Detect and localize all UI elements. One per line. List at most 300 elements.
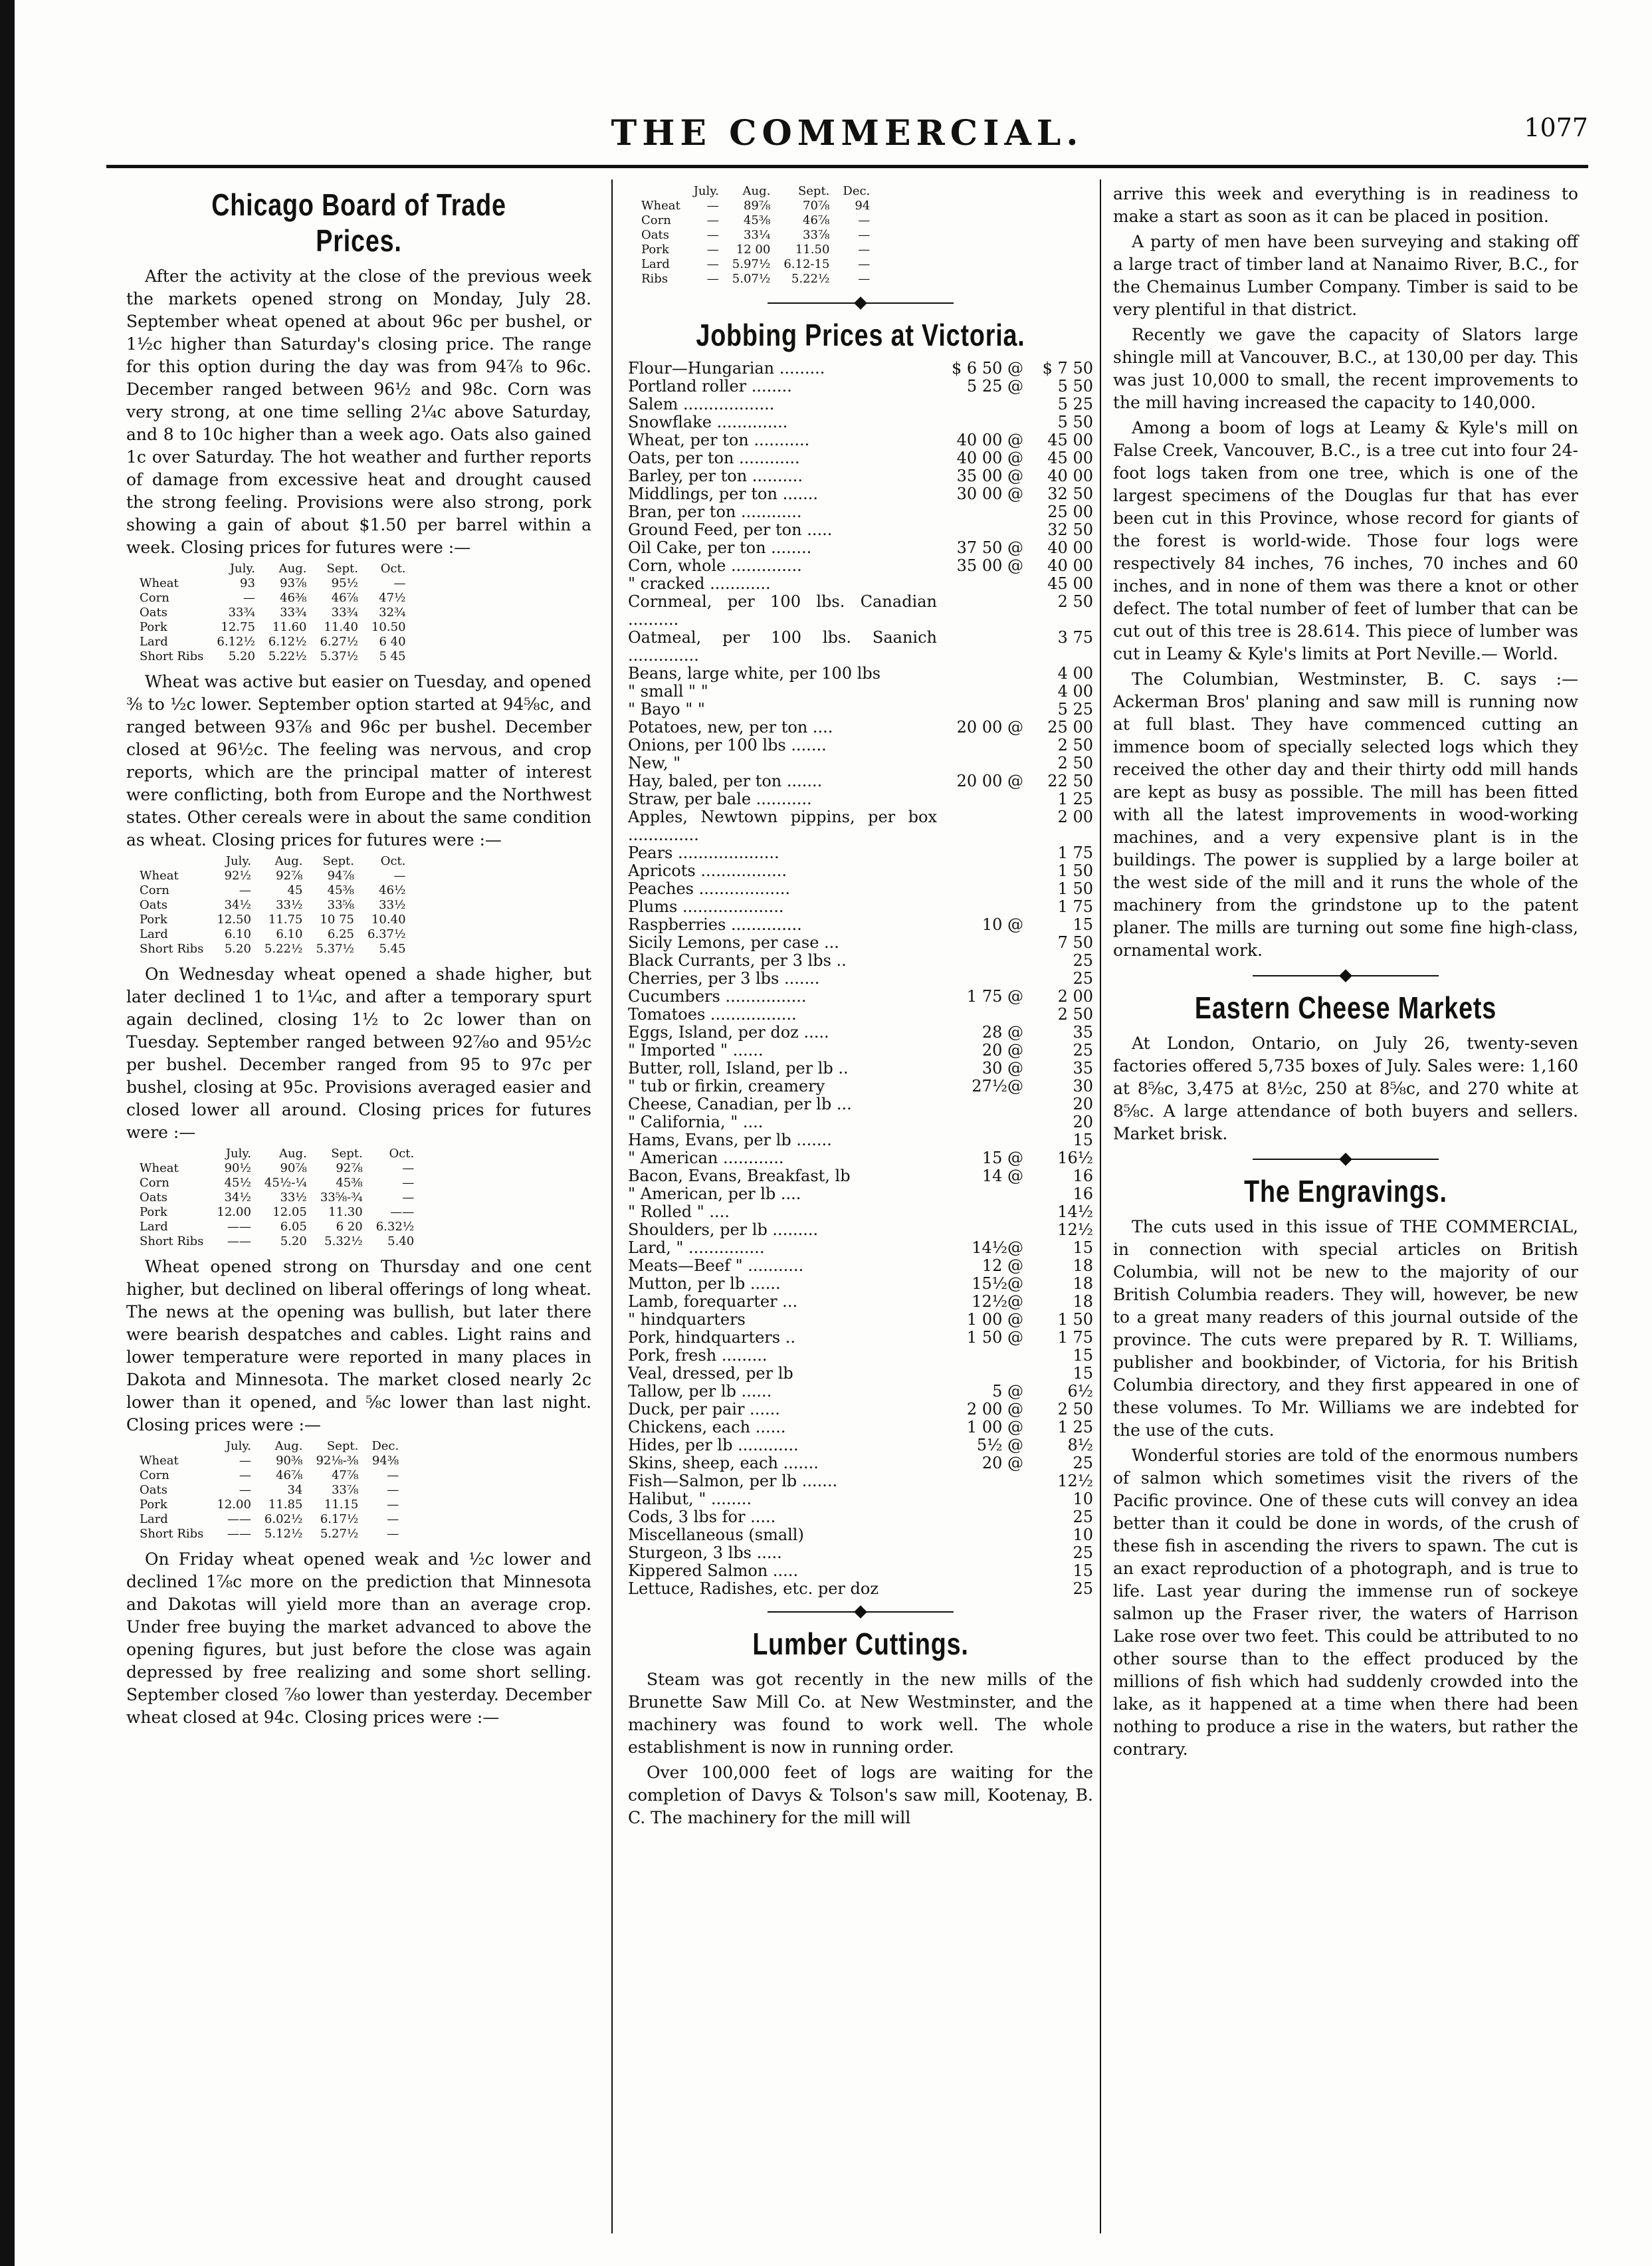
price-row (628, 1167, 1093, 1185)
item-name: Lettuce, Radishes, etc. per doz (628, 1579, 878, 1598)
paragraph: Recently we gave the capacity of Slators large shingle mill at Vancouver, B.C., at 130,00 per day. This was just 10,000 to small, the recent improvements to the mill having increased the capacity to 140,000. (1113, 325, 1578, 412)
high-price: 25 (1073, 951, 1093, 970)
price-cell: 95½ (331, 576, 358, 590)
price-row (628, 1418, 1093, 1436)
chicago-board-heading: Chicago Board of Trade Prices. (211, 187, 506, 258)
price-cell: 34 (287, 1483, 303, 1497)
price-cell: 12 00 (736, 243, 771, 257)
price-row (628, 880, 1093, 898)
price-cell: 32¾ (379, 606, 406, 620)
high-price: 2 50 (1057, 592, 1093, 611)
item-name: " American, per lb .... (628, 1185, 801, 1203)
high-price: 15 (1073, 1131, 1093, 1149)
high-price: 40 00 (1047, 538, 1093, 557)
price-cell: 45⅜ (336, 1176, 363, 1190)
price-cell: 12.05 (272, 1205, 307, 1219)
price-cell: — (706, 272, 719, 286)
high-price: 1 50 (1057, 879, 1093, 898)
price-cell: 11.75 (268, 913, 303, 927)
price-cell: — (706, 243, 719, 257)
low-price (937, 790, 1023, 808)
low-price (937, 593, 1023, 629)
paragraph: At London, Ontario, on July 26, twenty-seven factories offered 5,735 boxes of July. Sales were: 1,160 at 8⅝c, 3,475 at 8½c, 250 at 8⅝c, and 270 white at 8⅝c. A large attendance of both buyers and sellers. Market brisk. (1113, 1034, 1578, 1143)
table-row (140, 1176, 421, 1190)
item-name: " cracked ............ (628, 574, 771, 593)
item-name: " hindquarters (628, 1310, 746, 1329)
price-cell: 10.50 (371, 620, 406, 634)
item-name: Apples, Newtown pippins, per box .............. (628, 808, 937, 844)
table-row (140, 620, 413, 635)
row-label: Lard (140, 1512, 168, 1526)
table-row (140, 1454, 405, 1468)
price-cell: 47½ (379, 591, 406, 605)
lumber-cuttings-heading: Lumber Cuttings. (752, 1627, 969, 1661)
row-label: Oats (140, 1190, 167, 1204)
column-header: July. (225, 1147, 251, 1161)
price-cell: 34½ (224, 1190, 251, 1204)
row-label: Corn (140, 1176, 169, 1190)
price-cell: 6.32½ (375, 1220, 415, 1234)
item-name: " Imported " ...... (628, 1041, 764, 1060)
price-cell: 34½ (224, 898, 251, 912)
price-cell: — (858, 213, 871, 227)
high-price: 25 (1073, 1454, 1093, 1472)
price-row (628, 1293, 1093, 1311)
high-price: 22 50 (1047, 772, 1093, 790)
price-cell: 90⅞ (280, 1161, 307, 1175)
price-row (628, 431, 1093, 449)
column-header: Aug. (278, 562, 307, 576)
low-price: 5½ @ (976, 1436, 1023, 1454)
price-cell: — (243, 591, 255, 605)
low-price (937, 1526, 1023, 1544)
paragraph: After the activity at the close of the previous week the markets opened strong on Monday, July 28. September wheat opened at about 96c per bushel, or 1½c higher than Saturday's closing price. The range for this option during the day was from 94⅞ to 96c. December ranged between 96½ and 98c. Corn was very strong, at one time selling 2¼c above Saturday, and 8 to 10c higher than a week ago. Oats also gained 1c over Saturday. The hot weather and further reports of damage from excessive heat and drought caused the strong feeling. Provisions were also strong, pork showing a gain of about $1.50 per barrel within a week. Closing prices for futures were :— (126, 267, 591, 557)
item-name: Lamb, forequarter ... (628, 1292, 798, 1311)
low-price (937, 880, 1023, 898)
price-row (628, 1042, 1093, 1060)
price-cell: 45½-¼ (264, 1176, 307, 1190)
high-price: 45 00 (1047, 449, 1093, 467)
price-cell: — (387, 1512, 399, 1526)
price-cell: 45⅜ (743, 213, 771, 227)
item-name: Raspberries .............. (628, 915, 802, 934)
low-price: 14½@ (972, 1238, 1023, 1257)
item-name: Sicily Lemons, per case ... (628, 933, 839, 952)
high-price: 40 00 (1047, 556, 1093, 575)
row-label: Short Ribs (140, 649, 204, 663)
item-name: Snowflake .............. (628, 413, 788, 431)
newspaper-title: THE COMMERCIAL. (611, 113, 1084, 154)
price-cell: 94⅜ (371, 1454, 399, 1468)
low-price (937, 844, 1023, 862)
column-header: Sept. (326, 1439, 359, 1453)
row-label: Short Ribs (140, 942, 204, 956)
price-cell: 46⅞ (803, 213, 830, 227)
low-price (937, 1562, 1023, 1580)
column-header: Aug. (278, 1147, 307, 1161)
item-name: Pork, fresh ......... (628, 1346, 768, 1365)
high-price: 2 00 (1057, 808, 1093, 826)
low-price (937, 952, 1023, 970)
table-row (140, 883, 413, 898)
low-price: 27½@ (972, 1077, 1023, 1095)
table-row (641, 257, 877, 272)
high-price: 18 (1073, 1274, 1093, 1293)
jobbing-prices-table (628, 360, 1093, 1598)
price-cell: — (387, 1483, 399, 1497)
high-price: 32 50 (1047, 485, 1093, 503)
item-name: Lard, " ............... (628, 1238, 765, 1257)
price-cell: — (387, 1527, 399, 1541)
item-name: Cheese, Canadian, per lb ... (628, 1095, 852, 1113)
price-cell: —— (227, 1527, 251, 1541)
price-cell: — (402, 1161, 415, 1175)
price-cell: — (706, 228, 719, 242)
column-header: Sept. (331, 1147, 363, 1161)
low-price (937, 521, 1023, 539)
table-row (140, 606, 413, 620)
price-cell: 5.45 (379, 942, 406, 956)
low-price (937, 1203, 1023, 1221)
low-price: 35 00 @ (956, 556, 1023, 575)
price-cell: 6.10 (276, 927, 303, 941)
high-price: 4 00 (1057, 664, 1093, 683)
low-price (937, 1508, 1023, 1526)
column-2 (628, 183, 1093, 1832)
price-cell: 5.07½ (732, 272, 771, 286)
table-row (140, 1483, 405, 1498)
table-row (140, 635, 413, 649)
low-price: 1 75 @ (966, 987, 1023, 1006)
item-name: Sturgeon, 3 lbs ..... (628, 1543, 782, 1562)
item-name: Pork, hindquarters .. (628, 1328, 795, 1347)
item-name: Duck, per pair ...... (628, 1400, 780, 1418)
low-price: 1 00 @ (966, 1310, 1023, 1329)
low-price: 15 @ (981, 1149, 1023, 1167)
row-label: Wheat (641, 199, 680, 213)
low-price (937, 413, 1023, 431)
low-price: 10 @ (981, 915, 1023, 934)
price-cell: 33½ (276, 898, 303, 912)
price-cell: 5.20 (228, 649, 255, 663)
price-row (628, 1203, 1093, 1221)
low-price: 20 @ (981, 1454, 1023, 1472)
page-number: 1077 (1524, 113, 1588, 142)
column-header: Dec. (843, 184, 871, 198)
price-cell: 45⅜ (327, 883, 354, 897)
price-row (628, 808, 1093, 844)
item-name: Eggs, Island, per doz ..... (628, 1023, 829, 1042)
price-cell: 6.37½ (367, 927, 406, 941)
price-row (628, 396, 1093, 413)
price-cell: 33¾ (331, 606, 358, 620)
price-cell: — (858, 243, 871, 257)
futures-table-friday (641, 184, 877, 286)
item-name: Mutton, per lb ...... (628, 1274, 781, 1293)
item-name: Miscellaneous (small) (628, 1526, 804, 1544)
high-price: 15 (1073, 1346, 1093, 1365)
price-cell: 5.32½ (324, 1234, 363, 1248)
low-price: 40 00 @ (956, 449, 1023, 467)
price-cell: 12.50 (217, 913, 251, 927)
paragraph: The cuts used in this issue of THE COMMERCIAL, in connection with special articles on British Columbia, will not be new to the majority of our British Columbia readers. They will, however, be new to a great many readers of this journal outside of the province. The cuts were prepared by R. T. Williams, publisher and bookbinder, of Victoria, for his British Columbia directory, and they first appeared in one of these volumes. To Mr. Williams we are indebted for the use of the cuts. (1113, 1217, 1578, 1440)
high-price: 18 (1073, 1256, 1093, 1275)
high-price: 25 (1073, 1543, 1093, 1562)
paragraph: The Columbian, Westminster, B. C. says :— Ackerman Bros' planing and saw mill is running now at full blast. They have commenced cutting an immence boom of specially selected logs which they received the other day and their thirty odd mill hands are kept as busy as possible. The mill has been fitted with all the latest improvements in wood-working machines, and a very expensive plant is in the buildings. The power is supplied by a large boiler at the west side of the mill and it runs the whole of the machinery from the grindstone up to the patent planer. The mills are turning out some fine high-class, ornamental work. (1113, 669, 1578, 960)
low-price: 35 00 @ (956, 467, 1023, 485)
item-name: Cods, 3 lbs for ..... (628, 1508, 776, 1526)
row-label: Pork (140, 913, 167, 927)
price-row (628, 736, 1093, 754)
item-name: Pears .................... (628, 844, 779, 862)
price-row (628, 754, 1093, 772)
price-row (628, 1544, 1093, 1562)
column-header: Dec. (371, 1439, 399, 1453)
price-row (628, 521, 1093, 539)
price-cell: 5.37½ (320, 649, 358, 663)
high-price: 15 (1073, 915, 1093, 934)
item-name: Middlings, per ton ....... (628, 485, 818, 503)
high-price: 12½ (1057, 1472, 1093, 1490)
low-price: 37 50 @ (956, 538, 1023, 557)
column-header: Aug. (274, 1439, 303, 1453)
table-row (140, 927, 413, 942)
price-row (628, 701, 1093, 719)
low-price (937, 1544, 1023, 1562)
high-price: 35 (1073, 1023, 1093, 1042)
price-cell: — (239, 1483, 251, 1497)
low-price (937, 1472, 1023, 1490)
item-name: Tallow, per lb ...... (628, 1382, 772, 1401)
price-cell: 5.20 (280, 1234, 307, 1248)
item-name: Tomatoes ................. (628, 1005, 797, 1024)
price-row (628, 665, 1093, 683)
price-cell: — (402, 1176, 415, 1190)
price-row (628, 1060, 1093, 1077)
price-cell: 45½ (224, 1176, 251, 1190)
price-row (628, 1401, 1093, 1418)
item-name: Oats, per ton ............ (628, 449, 800, 467)
low-price (937, 1490, 1023, 1508)
eastern-cheese-heading: Eastern Cheese Markets (1194, 990, 1497, 1025)
price-row (628, 378, 1093, 396)
price-row (628, 862, 1093, 880)
item-name: Bacon, Evans, Breakfast, lb (628, 1167, 851, 1185)
price-cell: 12.00 (217, 1205, 251, 1219)
high-price: 1 75 (1057, 1328, 1093, 1347)
column-header: July. (229, 562, 255, 576)
price-cell: 33⅞ (803, 228, 830, 242)
table-row (140, 1527, 405, 1541)
price-cell: 5.22½ (268, 649, 307, 663)
price-row (628, 539, 1093, 557)
price-cell: — (706, 257, 719, 271)
column-header: Oct. (380, 854, 406, 868)
low-price (937, 808, 1023, 844)
paragraph: Over 100,000 feet of logs are waiting for the completion of Davys & Tolson's saw mill, Kootenay, B. C. The machinery for the mill will (628, 1763, 1093, 1827)
row-label: Lard (641, 257, 670, 271)
price-cell: 33½ (280, 1190, 307, 1204)
low-price: 5 @ (992, 1382, 1023, 1401)
row-label: Wheat (140, 1454, 179, 1468)
item-name: Wheat, per ton ........... (628, 431, 810, 449)
high-price: 8½ (1067, 1436, 1093, 1454)
high-price: 20 (1073, 1095, 1093, 1113)
price-row (628, 1221, 1093, 1239)
row-label: Oats (641, 228, 669, 242)
high-price: 2 50 (1057, 1005, 1093, 1024)
price-row (628, 1436, 1093, 1454)
low-price (937, 665, 1023, 683)
price-cell: 6 20 (336, 1220, 363, 1234)
price-row (628, 934, 1093, 952)
low-price: 14 @ (981, 1167, 1023, 1185)
table-row (140, 942, 413, 957)
price-cell: 93⅞ (280, 576, 307, 590)
price-row (628, 1006, 1093, 1024)
table-row (140, 869, 413, 883)
item-name: " Bayo " " (628, 700, 705, 719)
row-label: Oats (140, 1483, 167, 1497)
futures-table-tuesday (140, 854, 413, 957)
high-price: 5 25 (1057, 395, 1093, 413)
item-name: Butter, roll, Island, per lb .. (628, 1059, 849, 1077)
price-cell: 11.60 (272, 620, 307, 634)
item-name: Plums .................... (628, 897, 784, 916)
low-price (937, 898, 1023, 916)
row-label: Corn (140, 1468, 169, 1482)
price-cell: 92⅛-⅜ (316, 1454, 359, 1468)
price-cell: — (239, 883, 251, 897)
price-row (628, 557, 1093, 575)
price-row (628, 1024, 1093, 1042)
high-price: 25 00 (1047, 503, 1093, 521)
item-name: Black Currants, per 3 lbs .. (628, 951, 847, 970)
row-label: Wheat (140, 869, 179, 883)
high-price: 16 (1073, 1167, 1093, 1185)
price-cell: 12.75 (221, 620, 255, 634)
high-price: 45 00 (1047, 574, 1093, 593)
low-price: 20 00 @ (956, 772, 1023, 790)
high-price: 1 75 (1057, 844, 1093, 862)
price-cell: 6.17½ (320, 1512, 359, 1526)
low-price (937, 396, 1023, 413)
price-cell: 6.25 (327, 927, 354, 941)
paragraph: arrive this week and everything is in readiness to make a start as soon as it can be placed in position. (1113, 184, 1578, 226)
item-name: Oil Cake, per ton ........ (628, 538, 812, 557)
row-label: Oats (140, 606, 167, 620)
price-row (628, 1508, 1093, 1526)
high-price: 5 50 (1057, 413, 1093, 431)
column-header: Oct. (380, 562, 406, 576)
high-price: 15 (1073, 1364, 1093, 1383)
price-cell: — (387, 1468, 399, 1482)
high-price: 25 (1073, 1508, 1093, 1526)
low-price: $ 6 50 @ (952, 359, 1023, 378)
high-price: 14½ (1057, 1202, 1093, 1221)
price-cell: 5.97½ (732, 257, 771, 271)
low-price (937, 1006, 1023, 1024)
price-cell: —— (227, 1220, 251, 1234)
row-label: Pork (641, 243, 669, 257)
high-price: 15 (1073, 1561, 1093, 1580)
item-name: " small " " (628, 682, 708, 701)
low-price: 30 00 @ (956, 485, 1023, 503)
high-price: 25 (1073, 969, 1093, 988)
low-price: 1 00 @ (966, 1418, 1023, 1436)
price-row (628, 449, 1093, 467)
price-cell: 94 (855, 199, 871, 213)
low-price (937, 1221, 1023, 1239)
low-price: 28 @ (981, 1023, 1023, 1042)
price-row (628, 1365, 1093, 1383)
price-cell: 10 75 (320, 913, 354, 927)
table-row (140, 898, 413, 913)
low-price (937, 1365, 1023, 1383)
price-cell: 92⅞ (276, 869, 303, 883)
low-price (937, 1580, 1023, 1598)
price-cell: — (239, 1468, 251, 1482)
table-row (140, 1205, 421, 1220)
high-price: 1 25 (1057, 1418, 1093, 1436)
low-price: 20 00 @ (956, 718, 1023, 736)
table-row (140, 1468, 405, 1483)
high-price: 25 (1073, 1041, 1093, 1060)
low-price: 40 00 @ (956, 431, 1023, 449)
row-label: Short Ribs (140, 1527, 204, 1541)
price-cell: 93 (240, 576, 255, 590)
item-name: New, " (628, 754, 681, 772)
item-name: Cornmeal, per 100 lbs. Canadian .......... (628, 592, 937, 629)
engravings-heading: The Engravings. (1244, 1174, 1447, 1208)
low-price: 12½@ (972, 1292, 1023, 1311)
column-header: Sept. (322, 854, 354, 868)
price-cell: 89⅞ (743, 199, 771, 213)
high-price: 35 (1073, 1059, 1093, 1077)
item-name: Apricots ................. (628, 861, 787, 880)
item-name: " California, " .... (628, 1113, 764, 1131)
table-row (140, 591, 413, 606)
price-cell: 6.12½ (217, 635, 255, 649)
item-name: Bran, per ton ............ (628, 503, 802, 521)
low-price (937, 1113, 1023, 1131)
price-row (628, 1454, 1093, 1472)
row-label: Lard (140, 927, 168, 941)
item-name: Shoulders, per lb ......... (628, 1220, 819, 1239)
row-label: Corn (140, 591, 169, 605)
price-cell: 33¾ (280, 606, 307, 620)
price-row (628, 1275, 1093, 1293)
low-price (937, 970, 1023, 988)
low-price: 2 00 @ (966, 1400, 1023, 1418)
high-price: 7 50 (1057, 933, 1093, 952)
price-row (628, 503, 1093, 521)
item-name: Chickens, each ...... (628, 1418, 786, 1436)
high-price: 1 50 (1057, 1310, 1093, 1329)
price-row (628, 683, 1093, 701)
price-cell: 11.15 (324, 1498, 359, 1512)
price-cell: 6.27½ (320, 635, 358, 649)
price-cell: 47⅞ (331, 1468, 359, 1482)
column-header: Sept. (326, 562, 358, 576)
high-price: 1 50 (1057, 861, 1093, 880)
low-price: 5 25 @ (966, 377, 1023, 396)
price-row (628, 1131, 1093, 1149)
corner-cell (140, 1439, 210, 1454)
corner-cell (140, 854, 210, 869)
high-price: 3 75 (1057, 628, 1093, 647)
item-name: " tub or firkin, creamery (628, 1077, 825, 1095)
